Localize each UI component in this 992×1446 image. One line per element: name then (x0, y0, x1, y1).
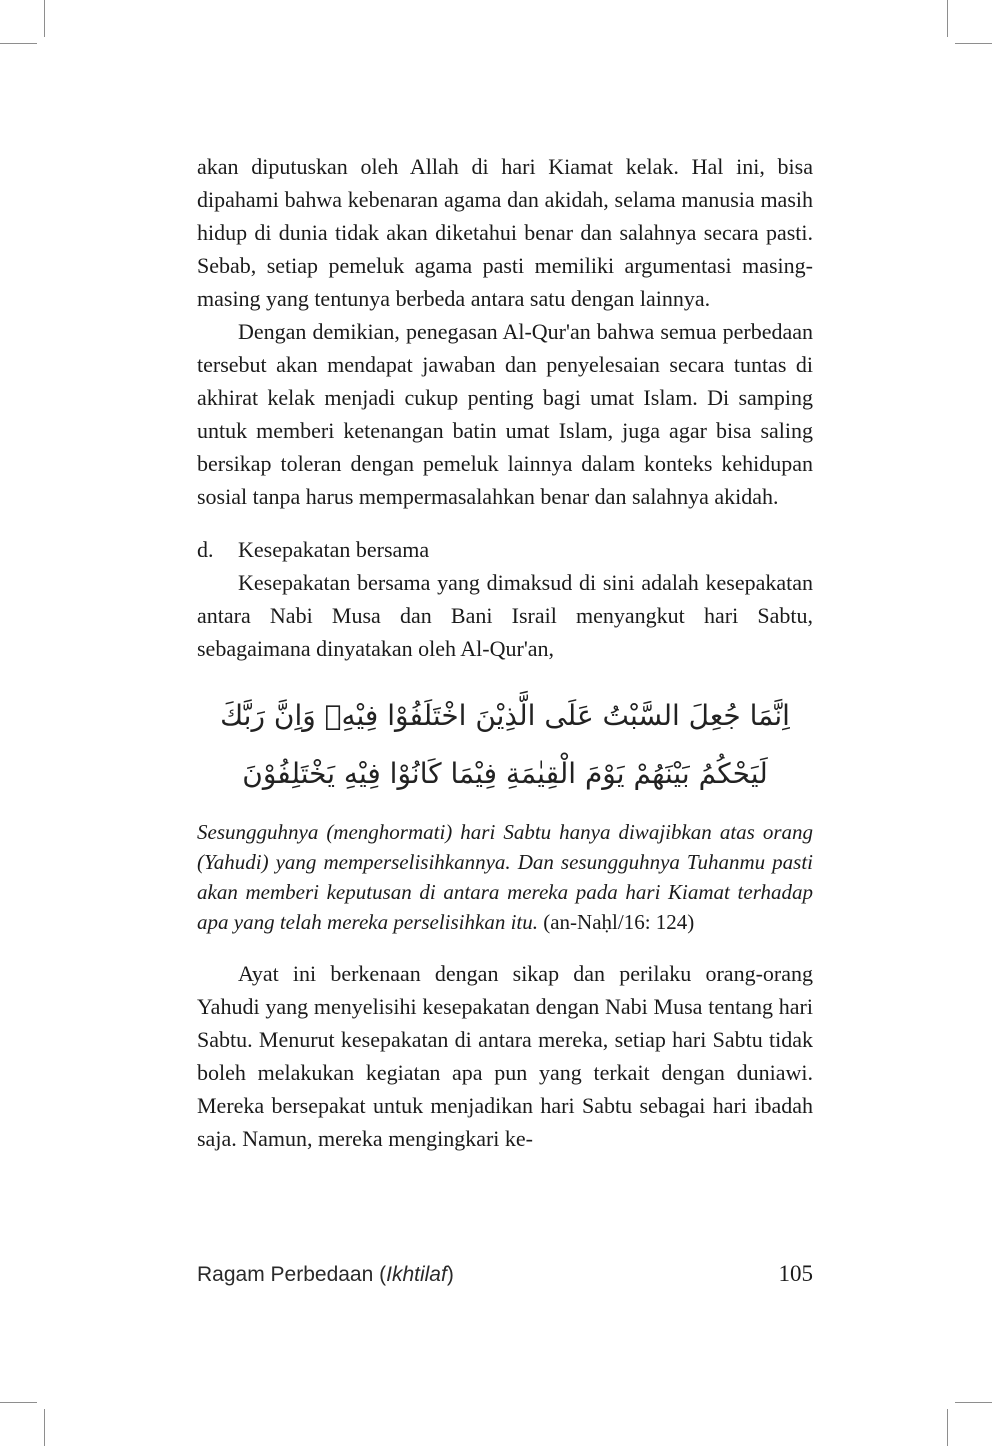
crop-mark-bottom-left-horizontal (0, 1402, 37, 1403)
crop-mark-top-right-horizontal (955, 43, 992, 44)
running-title-close: ) (446, 1263, 454, 1286)
crop-mark-top-right-vertical (947, 0, 948, 37)
verse-citation: (an-Naḥl/16: 124) (543, 910, 695, 934)
body-paragraph-2: Dengan demikian, penegasan Al-Qur'an bahwa semua perbedaan tersebut akan mendapat jawaban dan penyelesaian secara tuntas di akhirat kelak menjadi cukup penting bagi umat Islam. Di samping untuk memberi ketenangan batin umat Islam, juga agar bisa saling bersikap toleran dengan pemeluk lainnya dalam konteks kehidupan sosial tanpa harus mempermasalahkan benar dan salahnya akidah. (197, 319, 813, 509)
body-paragraph-1: akan diputuskan oleh Allah di hari Kiamat kelak. Hal ini, bisa dipahami bahwa kebenaran agama dan akidah, selama manusia masih hidup di dunia tidak akan diketahui benar dan salahnya secara pasti. Sebab, setiap pemeluk agama pasti memiliki argumentasi masing-masing yang tentunya berbeda antara satu dengan lainnya. (197, 154, 813, 311)
page-footer (197, 1261, 813, 1287)
crop-mark-bottom-right-horizontal (955, 1402, 992, 1403)
text-block (197, 150, 813, 1155)
crop-mark-top-left-vertical (44, 0, 45, 37)
page-number: 105 (778, 1261, 813, 1286)
running-title-open: Ragam Perbedaan ( (197, 1263, 387, 1286)
section-marker: d. (197, 537, 214, 562)
running-title (197, 1263, 454, 1287)
crop-mark-bottom-left-vertical (44, 1409, 45, 1446)
arabic-verse: اِنَّمَا جُعِلَ السَّبْتُ عَلَى الَّذِيْنَ اخْتَلَفُوْا فِيْهِۗ وَاِنَّ رَبَّكَ لَيَحْكُمُ بَيْنَهُمْ يَوْمَ الْقِيٰمَةِ فِيْمَا كَانُوْا فِيْهِ يَخْتَلِفُوْنَ (220, 699, 790, 790)
section-heading (197, 533, 813, 566)
section-title: Kesepakatan bersama (238, 537, 430, 562)
verse-translation-text: Sesungguhnya (menghormati) hari Sabtu hanya diwajibkan atas orang (Yahudi) yang memperselisihkannya. Dan sesungguhnya Tuhanmu pasti akan memberi keputusan di antara mereka pada hari Kiamat terhadap apa yang telah mereka perselisihkan itu. (197, 820, 813, 934)
crop-mark-bottom-right-vertical (947, 1409, 948, 1446)
body-paragraph-4: Ayat ini berkenaan dengan sikap dan perilaku orang-orang Yahudi yang menyelisihi kesepakatan dengan Nabi Musa tentang hari Sabtu. Menurut kesepakatan di antara mereka, setiap hari Sabtu tidak boleh melakukan kegiatan apa pun yang terkait dengan duniawi. Mereka bersepakat untuk menjadikan hari Sabtu sebagai hari ibadah saja. Namun, mereka mengingkari ke- (197, 961, 813, 1151)
body-paragraph-3: Kesepakatan bersama yang dimaksud di sini adalah kesepakatan antara Nabi Musa dan Bani Israil menyangkut hari Sabtu, sebagaimana dinyatakan oleh Al-Qur'an, (197, 570, 813, 661)
running-title-italic: Ikhtilaf (386, 1263, 447, 1286)
verse-translation-block (197, 817, 813, 937)
crop-mark-top-left-horizontal (0, 43, 37, 44)
